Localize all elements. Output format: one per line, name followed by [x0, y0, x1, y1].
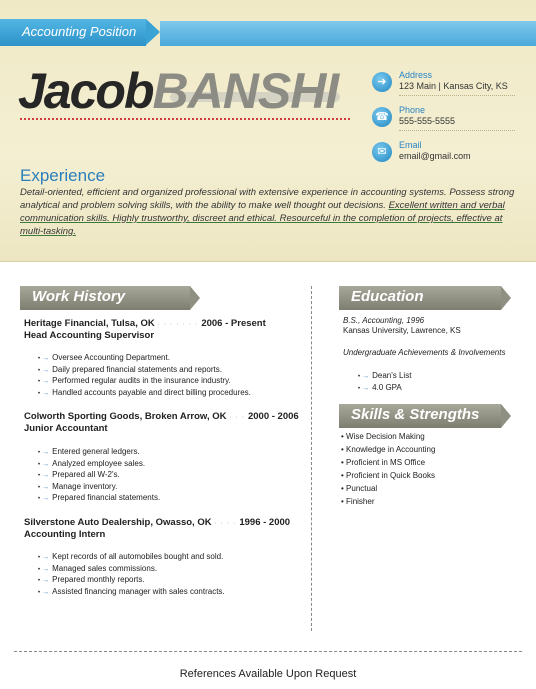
job-1-title: Head Accounting Supervisor [24, 330, 155, 341]
list-item: • → Prepared monthly reports. [38, 575, 145, 584]
list-item: • Punctual [341, 484, 378, 493]
list-item: • → Analyzed employee sales. [38, 458, 146, 468]
top-blue-strip [160, 21, 536, 46]
list-item: • Proficient in Quick Books [341, 471, 435, 480]
contact-value: email@gmail.com [399, 151, 471, 161]
contact-divider [399, 130, 515, 131]
involvements-heading: Undergraduate Achievements & Involvements [343, 348, 506, 357]
envelope-icon: ✉ [372, 142, 392, 162]
list-item: • → Prepared financial statements. [38, 493, 161, 502]
experience-summary-underlined: Excellent written and verbal communication skills. Highly trustworthy, discreet and ethical. Resourceful in the completion of projects, effective at multi-tasking. [20, 200, 505, 237]
candidate-name [18, 62, 338, 122]
education-heading: Education [351, 288, 424, 305]
list-item: • → Daily prepared financial statements and reports. [38, 364, 222, 374]
footer-divider [14, 651, 522, 652]
spellcheck-underline [20, 117, 350, 120]
skills-banner [339, 404, 501, 428]
job-3-duties [38, 552, 225, 598]
list-item: • → Handled accounts payable and direct billing procedures. [38, 387, 251, 397]
work-history-banner [20, 286, 190, 310]
list-item: • Knowledge in Accounting [341, 445, 436, 454]
last-name: BANSHI [152, 63, 339, 119]
tab-leader: · · · · [214, 520, 240, 527]
list-item: • Wise Decision Making [341, 432, 425, 441]
list-item: • → Kept records of all automobiles bought and sold. [38, 552, 224, 561]
list-item: • Proficient in MS Office [341, 458, 426, 467]
contact-value: 555-555-5555 [399, 116, 456, 126]
involvements-list [358, 371, 411, 394]
job-2-title: Junior Accountant [24, 423, 108, 434]
skills-heading: Skills & Strengths [351, 406, 480, 423]
arrow-right-icon: ➜ [372, 72, 392, 92]
contact-value: 123 Main | Kansas City, KS [399, 81, 508, 91]
list-item: • → Dean's List [358, 371, 412, 380]
references-note: References Available Upon Request [179, 668, 357, 680]
job-1-company: Heritage Financial, Tulsa, OK · · · · · · · 2006 - Present [24, 318, 266, 329]
experience-summary [20, 186, 516, 238]
education-banner [339, 286, 501, 310]
list-item: • → Prepared all W-2's. [38, 470, 120, 479]
job-3-title: Accounting Intern [24, 529, 106, 540]
contact-divider [399, 95, 515, 96]
contact-label: Email [399, 140, 422, 150]
phone-icon: ☎ [372, 107, 392, 127]
list-item: • → Manage inventory. [38, 481, 118, 491]
skills-list [341, 432, 435, 510]
column-divider [311, 286, 312, 631]
list-item: • → 4.0 GPA [358, 382, 402, 392]
job-3-company: Silverstone Auto Dealership, Owasso, OK · · · · 1996 - 2000 [24, 517, 291, 528]
position-tab-label: Accounting Position [22, 24, 137, 39]
list-item: • → Performed regular audits in the insurance industry. [38, 376, 231, 385]
school: Kansas University, Lawrence, KS [343, 326, 461, 335]
job-2-company: Colworth Sporting Goods, Broken Arrow, OK · · · 2000 - 2006 [24, 411, 299, 422]
job-1-duties [38, 353, 251, 399]
contact-label: Phone [399, 105, 426, 115]
contact-label: Address [399, 70, 433, 80]
job-2-duties [38, 447, 160, 505]
tab-leader: · · · · · · · [157, 321, 202, 328]
experience-summary-text: Detail-oriented, efficient and organized professional with extensive experience in accounting systems. Possess strong analytical and problem solving skills, with the ability to make well thought out decisions. [20, 187, 515, 211]
work-history-heading: Work History [32, 288, 126, 305]
list-item: • → Assisted financing manager with sales contracts. [38, 586, 225, 596]
list-item: • → Entered general ledgers. [38, 447, 140, 456]
list-item: • Finisher [341, 497, 375, 506]
experience-heading: Experience [20, 166, 106, 185]
first-name: Jacob [18, 63, 153, 119]
degree: B.S., Accounting, 1996 [343, 316, 425, 325]
tab-leader: · · · [229, 414, 248, 421]
list-item: • → Managed sales commissions. [38, 563, 158, 573]
list-item: • → Oversee Accounting Department. [38, 353, 170, 362]
